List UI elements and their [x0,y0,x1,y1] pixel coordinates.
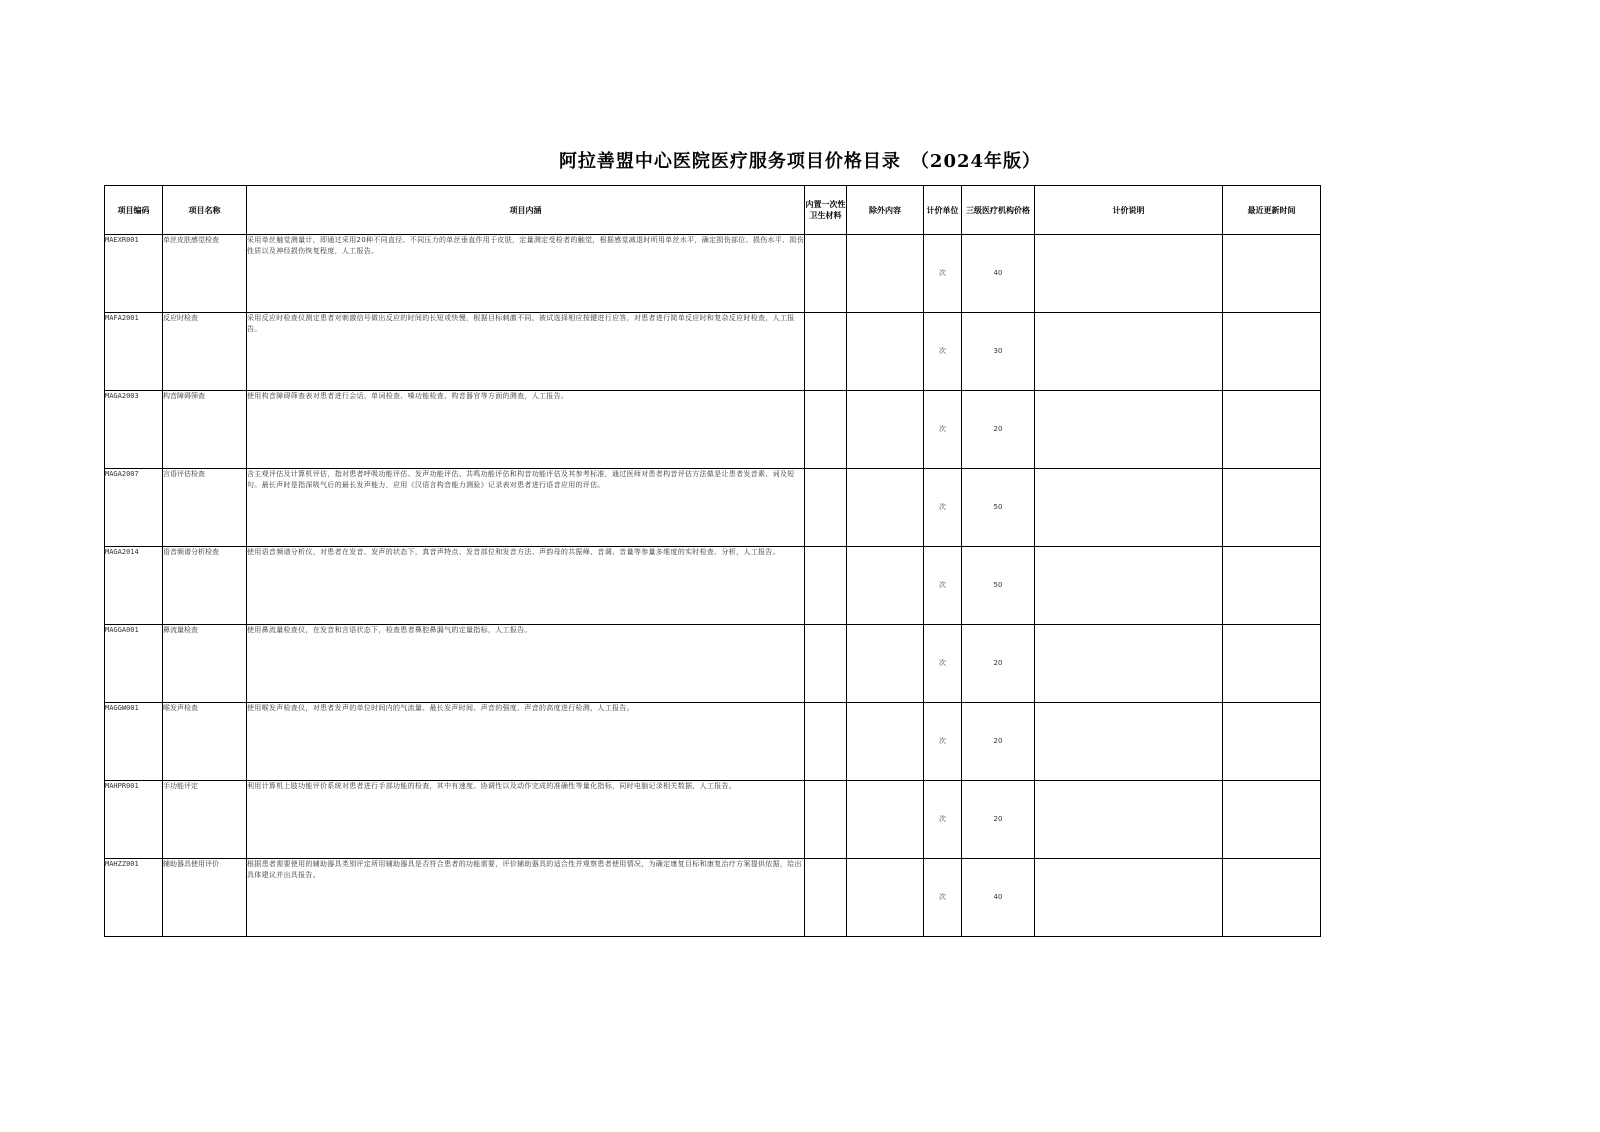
item-unit: 次 [924,469,962,547]
item-note [1035,625,1223,703]
item-unit: 次 [924,547,962,625]
item-updated [1223,547,1321,625]
item-consumable [805,313,847,391]
header-updated: 最近更新时间 [1223,186,1321,235]
item-unit: 次 [924,391,962,469]
header-excluded: 除外内容 [847,186,924,235]
item-unit: 次 [924,703,962,781]
table-row [105,859,1321,937]
item-name: 手功能评定 [163,781,247,859]
table-row [105,703,1321,781]
item-price: 50 [962,547,1035,625]
item-excluded [847,391,924,469]
item-note [1035,547,1223,625]
item-price: 20 [962,625,1035,703]
item-excluded [847,313,924,391]
header-price: 三级医疗机构价格 [962,186,1035,235]
page-title: 阿拉善盟中心医院医疗服务项目价格目录 （2024年版） [558,151,1042,172]
item-updated [1223,859,1321,937]
item-name: 辅助器具使用评价 [163,859,247,937]
table-row [105,625,1321,703]
item-updated [1223,313,1321,391]
item-code: MAHZZ001 [105,859,163,937]
item-price: 30 [962,313,1035,391]
item-note [1035,781,1223,859]
item-consumable [805,703,847,781]
item-price: 40 [962,859,1035,937]
table-row [105,391,1321,469]
item-name: 言语评估检查 [163,469,247,547]
item-consumable [805,391,847,469]
item-note [1035,469,1223,547]
table-row [105,235,1321,313]
item-content: 使用喉发声检查仪，对患者发声的单位时间内的气流量、最长发声时间、声音的强度、声音的高度进行检测，人工报告。 [247,703,805,781]
item-updated [1223,781,1321,859]
header-content: 项目内涵 [247,186,805,235]
item-name: 喉发声检查 [163,703,247,781]
item-price: 20 [962,781,1035,859]
table-row [105,313,1321,391]
item-code: MAGA2003 [105,391,163,469]
item-content: 使用构音障碍筛查表对患者进行会话、单词检查、嗓功能检查、构音器官等方面的测查，人工报告。 [247,391,805,469]
item-consumable [805,235,847,313]
item-note [1035,703,1223,781]
item-consumable [805,625,847,703]
item-content: 利用计算机上肢功能评价系统对患者进行手部功能的检查，其中有速度、协调性以及动作完成的准确性等量化指标，同时电脑记录相关数据，人工报告。 [247,781,805,859]
item-unit: 次 [924,781,962,859]
price-catalog-table [104,185,1321,937]
item-price: 20 [962,391,1035,469]
header-code: 项目编码 [105,186,163,235]
item-code: MAHPR001 [105,781,163,859]
item-content: 使用语音频谱分析仪，对患者在发音、发声的状态下，真音声特点、发音部位和发音方法、声韵母的共振峰、音调、音量等参量多维度的实时检查、分析，人工报告。 [247,547,805,625]
table-header-row [105,186,1321,235]
item-name: 单丝皮肤感觉检查 [163,235,247,313]
item-note [1035,859,1223,937]
item-consumable [805,859,847,937]
item-code: MAGA2007 [105,469,163,547]
item-consumable [805,547,847,625]
item-name: 语音频谱分析检查 [163,547,247,625]
table-row [105,469,1321,547]
header-unit: 计价单位 [924,186,962,235]
item-updated [1223,469,1321,547]
item-excluded [847,859,924,937]
item-name: 鼻流量检查 [163,625,247,703]
header-consumable: 内置一次性卫生材料 [805,186,847,235]
item-content: 根据患者需要使用的辅助器具类别评定所用辅助器具是否符合患者的功能需要，评价辅助器具的适合性并观察患者使用情况，为确定康复目标和康复治疗方案提供依据，给出具体建议并出具报告。 [247,859,805,937]
header-note: 计价说明 [1035,186,1223,235]
item-content: 使用鼻流量检查仪，在发音和言语状态下，检查患者鼻腔鼻漏气的定量指标，人工报告。 [247,625,805,703]
item-unit: 次 [924,859,962,937]
table-row [105,547,1321,625]
item-name: 反应时检查 [163,313,247,391]
item-updated [1223,703,1321,781]
item-code: MAGA2014 [105,547,163,625]
item-code: MAGGW001 [105,703,163,781]
item-consumable [805,781,847,859]
item-price: 20 [962,703,1035,781]
item-updated [1223,625,1321,703]
item-unit: 次 [924,313,962,391]
item-note [1035,235,1223,313]
item-code: MAFA2001 [105,313,163,391]
item-name: 构音障碍筛查 [163,391,247,469]
item-excluded [847,703,924,781]
item-unit: 次 [924,625,962,703]
item-note [1035,313,1223,391]
item-content: 采用单丝触觉测量计，即通过采用20种不同直径、不同压力的单丝垂直作用于皮肤，定量测定受检者的触觉，根据感觉减退时所用单丝水平，确定损伤部位、损伤水平、损伤性质以及神经损伤恢复程度，人工报告。 [247,235,805,313]
item-excluded [847,547,924,625]
item-code: MAEXR001 [105,235,163,313]
item-excluded [847,625,924,703]
item-price: 40 [962,235,1035,313]
item-excluded [847,781,924,859]
item-unit: 次 [924,235,962,313]
item-consumable [805,469,847,547]
item-excluded [847,469,924,547]
item-code: MAGGA001 [105,625,163,703]
table-row [105,781,1321,859]
header-name: 项目名称 [163,186,247,235]
item-price: 50 [962,469,1035,547]
item-updated [1223,391,1321,469]
item-excluded [847,235,924,313]
item-content: 采用反应时检查仪测定患者对刺激信号做出反应的时间的长短或快慢，根据目标刺激不同，被试选择相应按键进行应答，对患者进行简单反应时和复杂反应时检查，人工报告。 [247,313,805,391]
item-note [1035,391,1223,469]
item-updated [1223,235,1321,313]
item-content: 含主观评估及计算机评估，指对患者呼吸功能评估、发声功能评估、共鸣功能评估和构音功能评估及其参考标准，通过医师对患者构音评估方法做是让患者发音素、词及短句。最长声时是指深吸气后的最长发声能力，应用《汉语言构音能力测验》记录表对患者进行语音应用的评估。 [247,469,805,547]
